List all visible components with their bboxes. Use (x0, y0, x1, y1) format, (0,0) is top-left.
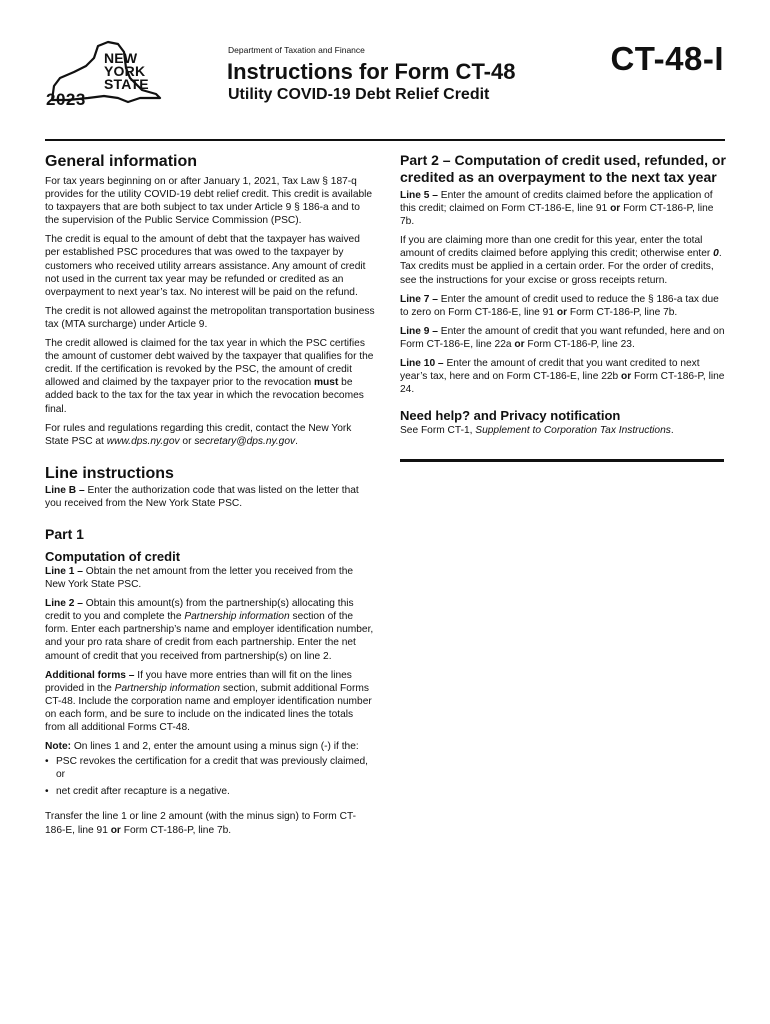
logo-year: 2023 (46, 90, 86, 109)
help-text-a: See Form CT-1, (400, 425, 476, 437)
need-help-text (400, 424, 726, 437)
p4-text-b: be added back to the tax for the tax year in which the revocation becomes final. (45, 377, 364, 415)
help-italic-publication: Supplement to Corporation Tax Instructions (475, 425, 671, 437)
note-label: Note: (45, 741, 72, 753)
line-2-text-b: section of the form. Enter each partnership’s name and employer identification number, and your pro rata share of credit from each partnership. Enter the net amount of credit that you received from partnership(s) on line 2. (45, 611, 374, 662)
dps-website-link[interactable]: www.dps.ny.gov (106, 435, 180, 447)
general-paragraph-1: For tax years beginning on or after January 1, 2021, Tax Law § 187-q provides for the utility COVID-19 debt relief credit. This credit is available to taxpayers that are both subject to tax under Article 9 § 186-a and to the supervision of the Public Service Commission (PSC). (45, 176, 373, 227)
dps-email-link[interactable]: secretary@dps.ny.gov (194, 435, 296, 447)
part-1-heading: Part 1 (45, 525, 84, 542)
line-9-instruction (400, 325, 726, 351)
line-10-or: or (621, 371, 632, 383)
transfer-text-a: Transfer the line 1 or line 2 amount (with the minus sign) to Form CT-186-E, line 91 (45, 811, 357, 836)
multi-zero: 0 (713, 248, 719, 260)
help-text-end: . (670, 425, 674, 437)
line-b-text: Enter the authorization code that was listed on the letter that you received from the New York State PSC. (45, 484, 359, 509)
department-name: Department of Taxation and Finance (228, 45, 365, 55)
additional-forms-text-b: section, submit additional Forms CT-48. Include the corporation name and employer identification number on each form, and be sure to include on the indicated lines the totals from all additional Forms CT-48. (45, 682, 372, 733)
transfer-text-b: Form CT-186-P, line 7b. (120, 824, 232, 836)
note-bullet-list (45, 755, 375, 798)
line-5-text-b: Form CT-186-P, line 7b. (400, 203, 714, 228)
computation-of-credit-heading: Computation of credit (45, 548, 181, 564)
line-10-text-a: Enter the amount of credit that you want credited to next year’s tax, here and on Form CT-186-E, line 22b (400, 358, 700, 383)
line-5-instruction (400, 189, 726, 228)
right-column (400, 152, 726, 462)
general-paragraph-3: The credit is not allowed against the metropolitan transportation business tax (MTA surcharge) under Article 9. (45, 305, 375, 330)
additional-forms-text-a: If you have more entries than will fit on the lines provided in the (45, 669, 352, 694)
line-7-text-b: Form CT-186-P, line 7b. (567, 306, 678, 318)
logo-line-new: NEW (104, 50, 138, 66)
part-2-heading: Part 2 – Computation of credit used, refunded, or credited as an overpayment to the next tax year (400, 152, 726, 185)
line-9-text-b: Form CT-186-P, line 23. (524, 338, 635, 350)
general-paragraph-2: The credit is equal to the amount of debt that the taxpayer has waived per established PSC procedures that was owed to the taxpayer by customers who received utility arrears assistance. Any amount of credit not used in the current tax year may be refunded or credited as an overpayment to next year’s tax. No interest will be paid on the refund. (45, 234, 366, 298)
line-10-label: Line 10 – (400, 358, 444, 370)
list-item: • net credit after recapture is a negative. (45, 785, 375, 798)
line-7-label: Line 7 – (400, 293, 438, 305)
section-end-divider (400, 459, 724, 462)
p4-text-a: The credit allowed is claimed for the tax year in which the PSC certifies the amount of customer debt waived by the taxpayer that qualifies for the credit. If the certification is revoked by the PSC, the amount of credit allowed and claimed by the taxpayer prior to the revocation (45, 338, 374, 389)
line-2-instruction (45, 597, 375, 662)
line-10-instruction (400, 357, 726, 396)
line-9-or: or (514, 338, 525, 350)
line-9-label: Line 9 – (400, 325, 438, 337)
left-column (45, 152, 375, 837)
line-10-text-b: Form CT-186-P, line 24. (400, 371, 725, 396)
need-help-heading: Need help? and Privacy notification (400, 408, 621, 424)
line-instructions-heading: Line instructions (45, 464, 174, 482)
additional-forms-instruction (45, 669, 375, 734)
logo-line-york: YORK (104, 63, 146, 79)
line-2-text-a: Obtain this amount(s) from the partnership(s) allocating this credit to you and complete the (45, 598, 354, 623)
list-item: • PSC revokes the certification for a credit that was previously claimed, or (45, 755, 375, 781)
note-paragraph (45, 740, 375, 753)
multi-text-b: . Tax credits must be applied in a certain order. For the order of credits, see the instructions for your excise or gross receipts return. (400, 248, 722, 286)
page-title: Instructions for Form CT-48 (227, 59, 516, 84)
p5-end: . (295, 435, 298, 447)
line-b-instruction (45, 484, 375, 510)
additional-forms-italic: Partnership information (114, 682, 220, 694)
general-paragraph-4 (45, 337, 375, 416)
p4-bold-must: must (314, 377, 339, 389)
line-5-or: or (610, 203, 621, 215)
line-1-text: Obtain the net amount from the letter you received from the New York State PSC. (45, 565, 354, 591)
page-subtitle: Utility COVID-19 Debt Relief Credit (228, 86, 490, 103)
multiple-credits-paragraph (400, 234, 726, 286)
form-id: CT-48-I (610, 40, 724, 77)
line-2-italic: Partnership information (184, 611, 290, 623)
note-text: On lines 1 and 2, enter the amount using a minus sign (-) if the: (71, 741, 359, 753)
line-7-instruction (400, 293, 726, 319)
general-paragraph-5 (45, 422, 375, 448)
line-5-text-a: Enter the amount of credits claimed before the application of this credit; claimed on Form CT-186-E, line 91 (400, 190, 713, 215)
line-7-text-a: Enter the amount of credit used to reduce the § 186-a tax due to zero on Form CT-186-E, line 91 (400, 293, 719, 318)
line-1-label: Line 1 – (45, 565, 83, 577)
line-5-label: Line 5 – (400, 190, 438, 201)
line-1-instruction (45, 565, 375, 591)
additional-forms-label: Additional forms – (45, 669, 135, 681)
line-9-text-a: Enter the amount of credit that you want refunded, here and on Form CT-186-E, line 22a (400, 325, 725, 350)
line-7-or: or (556, 306, 568, 318)
p5-or: or (179, 435, 195, 447)
nys-logo (44, 38, 164, 116)
general-information-heading: General information (45, 153, 198, 170)
transfer-instruction (45, 810, 375, 836)
logo-wordmark (104, 52, 149, 91)
transfer-or: or (110, 824, 121, 836)
header-divider (45, 139, 725, 141)
line-b-label: Line B – (45, 484, 85, 496)
line-2-label: Line 2 – (45, 598, 83, 610)
logo-line-state: STATE (104, 76, 149, 92)
multi-text-a: If you are claiming more than one credit for this year, enter the total amount of credits claimed before applying this credit; otherwise enter (400, 235, 714, 260)
p5-text-a: For rules and regulations regarding this credit, contact the New York State PSC at (45, 422, 352, 447)
